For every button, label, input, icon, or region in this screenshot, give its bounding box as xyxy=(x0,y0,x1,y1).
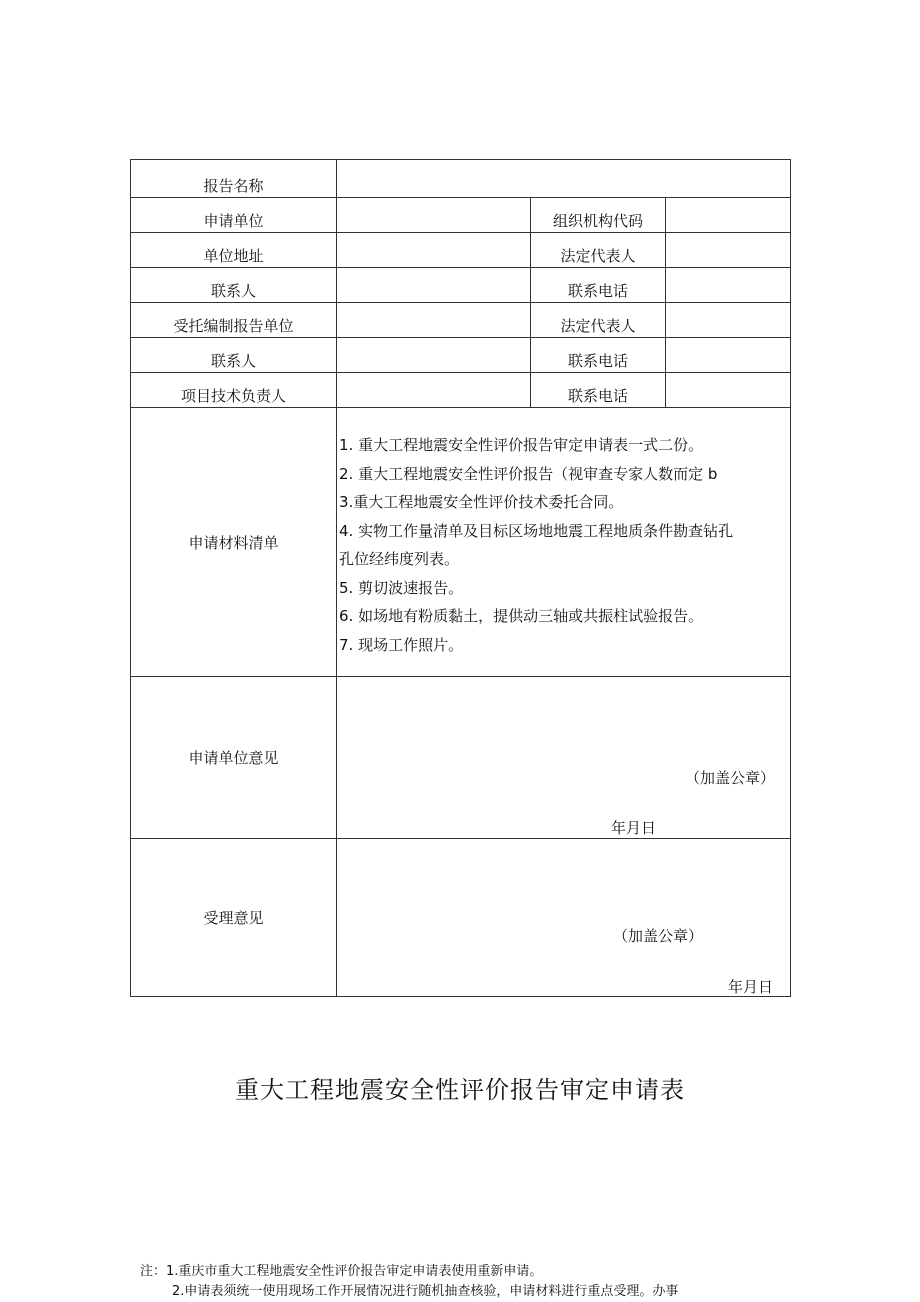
phone3-label: 联系电话 xyxy=(531,373,666,408)
applicant-opinion-label: 申请单位意见 xyxy=(131,677,337,839)
phone-field[interactable] xyxy=(666,268,791,303)
address-field[interactable] xyxy=(337,233,531,268)
contact2-label: 联系人 xyxy=(131,338,337,373)
notes-prefix: 注： xyxy=(140,1264,167,1279)
materials-item: 3.重大工程地震安全性评价技术委托合同。 xyxy=(339,493,624,511)
entrusted-unit-field[interactable] xyxy=(337,303,531,338)
report-name-field[interactable] xyxy=(337,160,791,198)
legal-rep2-label: 法定代表人 xyxy=(531,303,666,338)
note-line-1: 1.重庆市重大工程地震安全性评价报告审定申请表使用重新申请。 xyxy=(166,1264,543,1279)
applicant-stamp-note: （加盖公章） xyxy=(685,769,776,787)
address-label: 单位地址 xyxy=(131,233,337,268)
acceptance-opinion-date: 年月日 xyxy=(728,978,774,996)
contact-field[interactable] xyxy=(337,268,531,303)
document-title: 重大工程地震安全性评价报告审定申请表 xyxy=(235,1076,685,1104)
applicant-field[interactable] xyxy=(337,198,531,233)
org-code-field[interactable] xyxy=(666,198,791,233)
phone3-field[interactable] xyxy=(666,373,791,408)
application-form-table xyxy=(130,159,791,997)
applicant-label: 申请单位 xyxy=(131,198,337,233)
legal-rep2-field[interactable] xyxy=(666,303,791,338)
contact-label: 联系人 xyxy=(131,268,337,303)
materials-item: 6. 如场地有粉质黏土，提供动三轴或共振柱试验报告。 xyxy=(339,607,704,625)
tech-lead-label: 项目技术负责人 xyxy=(131,373,337,408)
materials-item: 7. 现场工作照片。 xyxy=(339,635,464,654)
materials-item: 4. 实物工作量清单及目标区场地地震工程地质条件勘查钻孔 xyxy=(339,521,734,540)
materials-list xyxy=(337,409,790,675)
acceptance-opinion-field[interactable] xyxy=(337,839,791,997)
note-line-2: 2.申请表须统一使用现场工作开展情况进行随机抽查核验，申请材料进行重点受理。办事 xyxy=(172,1284,679,1299)
org-code-label: 组织机构代码 xyxy=(531,198,666,233)
materials-item: 2. 重大工程地震安全性评价报告（视审查专家人数而定 b xyxy=(339,464,718,483)
acceptance-stamp-note: （加盖公章） xyxy=(613,927,704,945)
applicant-opinion-date: 年月日 xyxy=(611,819,657,837)
materials-item: 5. 剪切波速报告。 xyxy=(339,578,464,597)
notes xyxy=(140,1262,678,1302)
materials-item: 孔位经纬度列表。 xyxy=(339,550,460,568)
acceptance-opinion-label: 受理意见 xyxy=(131,839,337,997)
phone2-field[interactable] xyxy=(666,338,791,373)
phone2-label: 联系电话 xyxy=(531,338,666,373)
applicant-opinion-field[interactable] xyxy=(337,677,791,839)
materials-list-cell xyxy=(337,408,791,677)
phone-label: 联系电话 xyxy=(531,268,666,303)
tech-lead-field[interactable] xyxy=(337,373,531,408)
legal-rep-field[interactable] xyxy=(666,233,791,268)
report-name-label: 报告名称 xyxy=(131,160,337,198)
contact2-field[interactable] xyxy=(337,338,531,373)
legal-rep-label: 法定代表人 xyxy=(531,233,666,268)
entrusted-unit-label: 受托编制报告单位 xyxy=(131,303,337,338)
materials-label: 申请材料清单 xyxy=(131,408,337,677)
materials-item: 1. 重大工程地震安全性评价报告审定申请表一式二份。 xyxy=(339,436,704,454)
